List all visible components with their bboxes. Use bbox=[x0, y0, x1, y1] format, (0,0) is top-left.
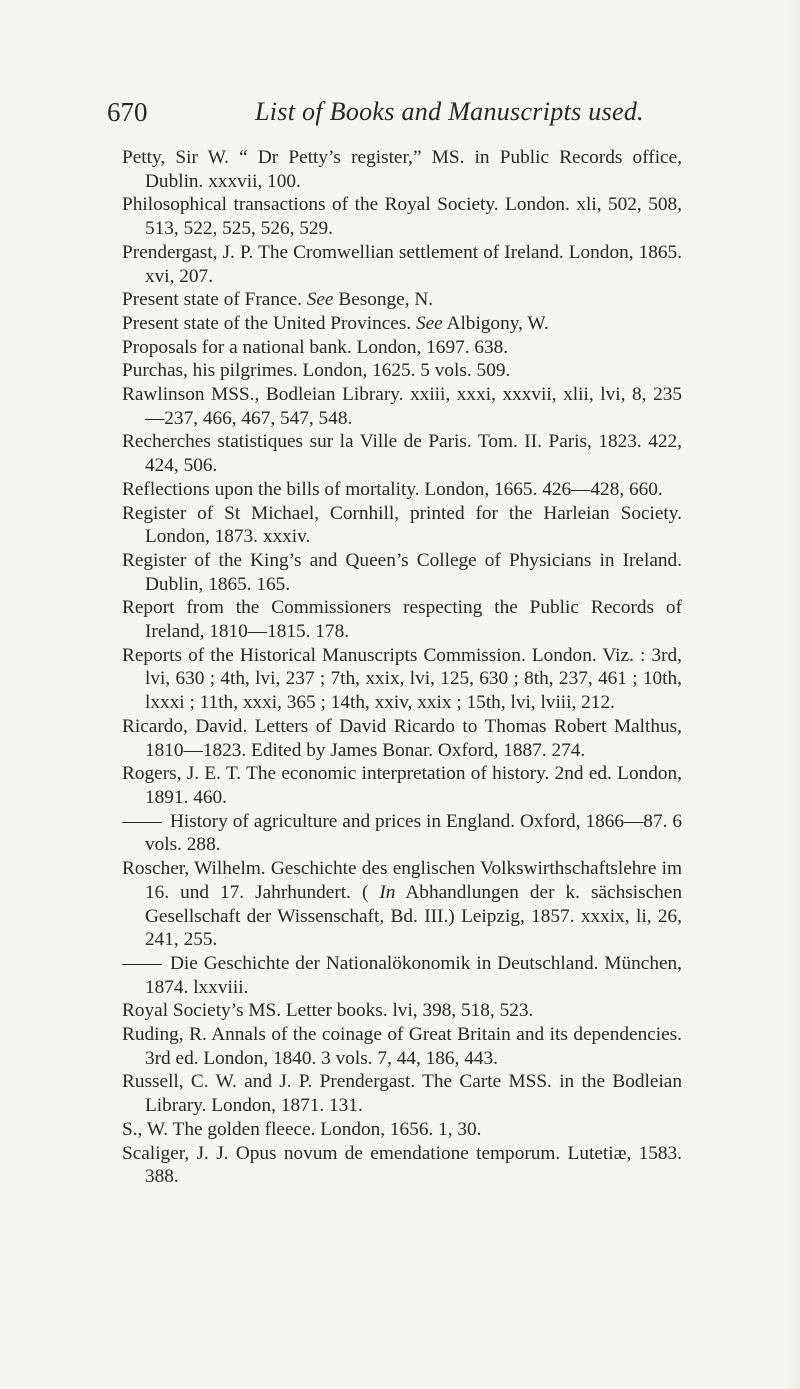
bibliography-entry bbox=[122, 193, 682, 240]
entry-text: Ricardo, David. Letters of David Ricardo to Thomas Robert Malthus, 1810—1823. Edited by James Bonar. Oxford, 1887. 274. bbox=[122, 715, 682, 761]
bibliography-entry bbox=[122, 1142, 682, 1189]
entry-text: Roscher, Wilhelm. Geschichte des englischen Volkswirthschaftslehre im 16. und 17. Jahrhundert. ( bbox=[122, 858, 682, 903]
bibliography-entry bbox=[122, 336, 682, 360]
bibliography-entry bbox=[122, 715, 682, 762]
entry-text: Reflections upon the bills of mortality. London, 1665. 426—428, 660. bbox=[122, 478, 663, 500]
entry-text: Rawlinson MSS., Bodleian Library. xxiii, xxxi, xxxvii, xlii, lvi, 8, 235—237, 466, 467, 547, 548. bbox=[122, 384, 682, 429]
bibliography-entry bbox=[122, 241, 682, 288]
entry-text: Die Geschichte der Nationalökonomik in Deutschland. München, 1874. lxxviii. bbox=[145, 952, 682, 998]
entry-text: Ruding, R. Annals of the coinage of Great Britain and its dependencies. 3rd ed. London, 1840. 3 vols. 7, 44, 186, 443. bbox=[122, 1024, 682, 1069]
entry-text: Report from the Commissioners respecting the Public Records of Ireland, 1810—1815. 178. bbox=[122, 597, 682, 643]
bibliography-entry bbox=[122, 430, 682, 477]
bibliography-entry bbox=[122, 359, 682, 383]
bibliography-entry bbox=[122, 1118, 682, 1142]
bibliography-list bbox=[122, 146, 682, 1189]
bibliography-entry bbox=[122, 762, 682, 809]
page-edge-shading bbox=[784, 0, 800, 1389]
bibliography-entry bbox=[122, 999, 682, 1023]
entry-text: Recherches statistiques sur la Ville de Paris. Tom. II. Paris, 1823. 422, 424, 506. bbox=[122, 431, 682, 477]
entry-text: Scaliger, J. J. Opus novum de emendatione temporum. Lutetiæ, 1583. 388. bbox=[122, 1142, 682, 1188]
entry-text: Present state of France. bbox=[122, 289, 302, 311]
bibliography-entry bbox=[122, 596, 682, 643]
bibliography-entry bbox=[122, 1023, 682, 1070]
running-title: List of Books and Manuscripts used. bbox=[255, 97, 644, 126]
entry-text: S., W. The golden fleece. London, 1656. 1, 30. bbox=[122, 1118, 482, 1140]
entry-text: Petty, Sir W. “ Dr Petty’s register,” MS. in Public Records office, Dublin. xxxvii, 100. bbox=[122, 147, 682, 192]
ditto-dash bbox=[122, 964, 162, 965]
entry-text: Reports of the Historical Manuscripts Commission. London. Viz. : 3rd, lvi, 630 ; 4th, lvi, 237 ; 7th, xxix, lvi, 125, 630 ; 8th, 237, 461 ; 10th, lxxxi ; 11th, xxxi, 365 ; 14th, xxiv, xxix ; 15th, lvi, lviii, 212. bbox=[122, 644, 682, 714]
entry-cross-reference: See bbox=[306, 289, 334, 311]
entry-text: Register of St Michael, Cornhill, printed for the Harleian Society. London, 1873. xxxiv. bbox=[122, 502, 682, 548]
entry-text: Proposals for a national bank. London, 1697. 638. bbox=[122, 336, 509, 358]
ditto-dash bbox=[122, 822, 162, 823]
bibliography-entry bbox=[122, 478, 682, 502]
entry-cross-reference: See bbox=[415, 312, 443, 334]
entry-text: Philosophical transactions of the Royal Society. London. xli, 502, 508, 513, 522, 525, 526, 529. bbox=[122, 194, 682, 240]
bibliography-entry bbox=[122, 952, 682, 999]
entry-reference-target: Albigony, W. bbox=[446, 312, 549, 334]
entry-text: Royal Society’s MS. Letter books. lvi, 398, 518, 523. bbox=[122, 1000, 534, 1022]
bibliography-entry bbox=[122, 857, 682, 952]
entry-text: Russell, C. W. and J. P. Prendergast. The Carte MSS. in the Bodleian Library. London, 1871. 131. bbox=[122, 1071, 682, 1117]
bibliography-entry bbox=[122, 1070, 682, 1117]
bibliography-entry bbox=[122, 644, 682, 715]
entry-reference-target: Abhandlungen der k. sächsischen Gesellschaft der Wissenschaft, Bd. III.) Leipzig, 1857. xxxix, li, 26, 241, 255. bbox=[145, 881, 682, 951]
bibliography-entry bbox=[122, 312, 682, 336]
entry-text: Purchas, his pilgrimes. London, 1625. 5 vols. 509. bbox=[122, 360, 511, 382]
entry-text: Register of the King’s and Queen’s College of Physicians in Ireland. Dublin, 1865. 165. bbox=[122, 549, 682, 595]
page-header bbox=[107, 97, 687, 137]
entry-text: Rogers, J. E. T. The economic interpretation of history. 2nd ed. London, 1891. 460. bbox=[122, 763, 682, 808]
bibliography-entry bbox=[122, 549, 682, 596]
bibliography-entry bbox=[122, 146, 682, 193]
bibliography-entry bbox=[122, 810, 682, 857]
bibliography-entry bbox=[122, 383, 682, 430]
entry-text: History of agriculture and prices in England. Oxford, 1866—87. 6 vols. 288. bbox=[145, 810, 682, 856]
bibliography-entry bbox=[122, 288, 682, 312]
entry-cross-reference: In bbox=[379, 881, 396, 903]
entry-text: Present state of the United Provinces. bbox=[122, 312, 412, 334]
page-number: 670 bbox=[107, 97, 148, 127]
entry-text: Prendergast, J. P. The Cromwellian settlement of Ireland. London, 1865. xvi, 207. bbox=[122, 241, 682, 287]
bibliography-entry bbox=[122, 502, 682, 549]
entry-reference-target: Besonge, N. bbox=[338, 289, 434, 311]
